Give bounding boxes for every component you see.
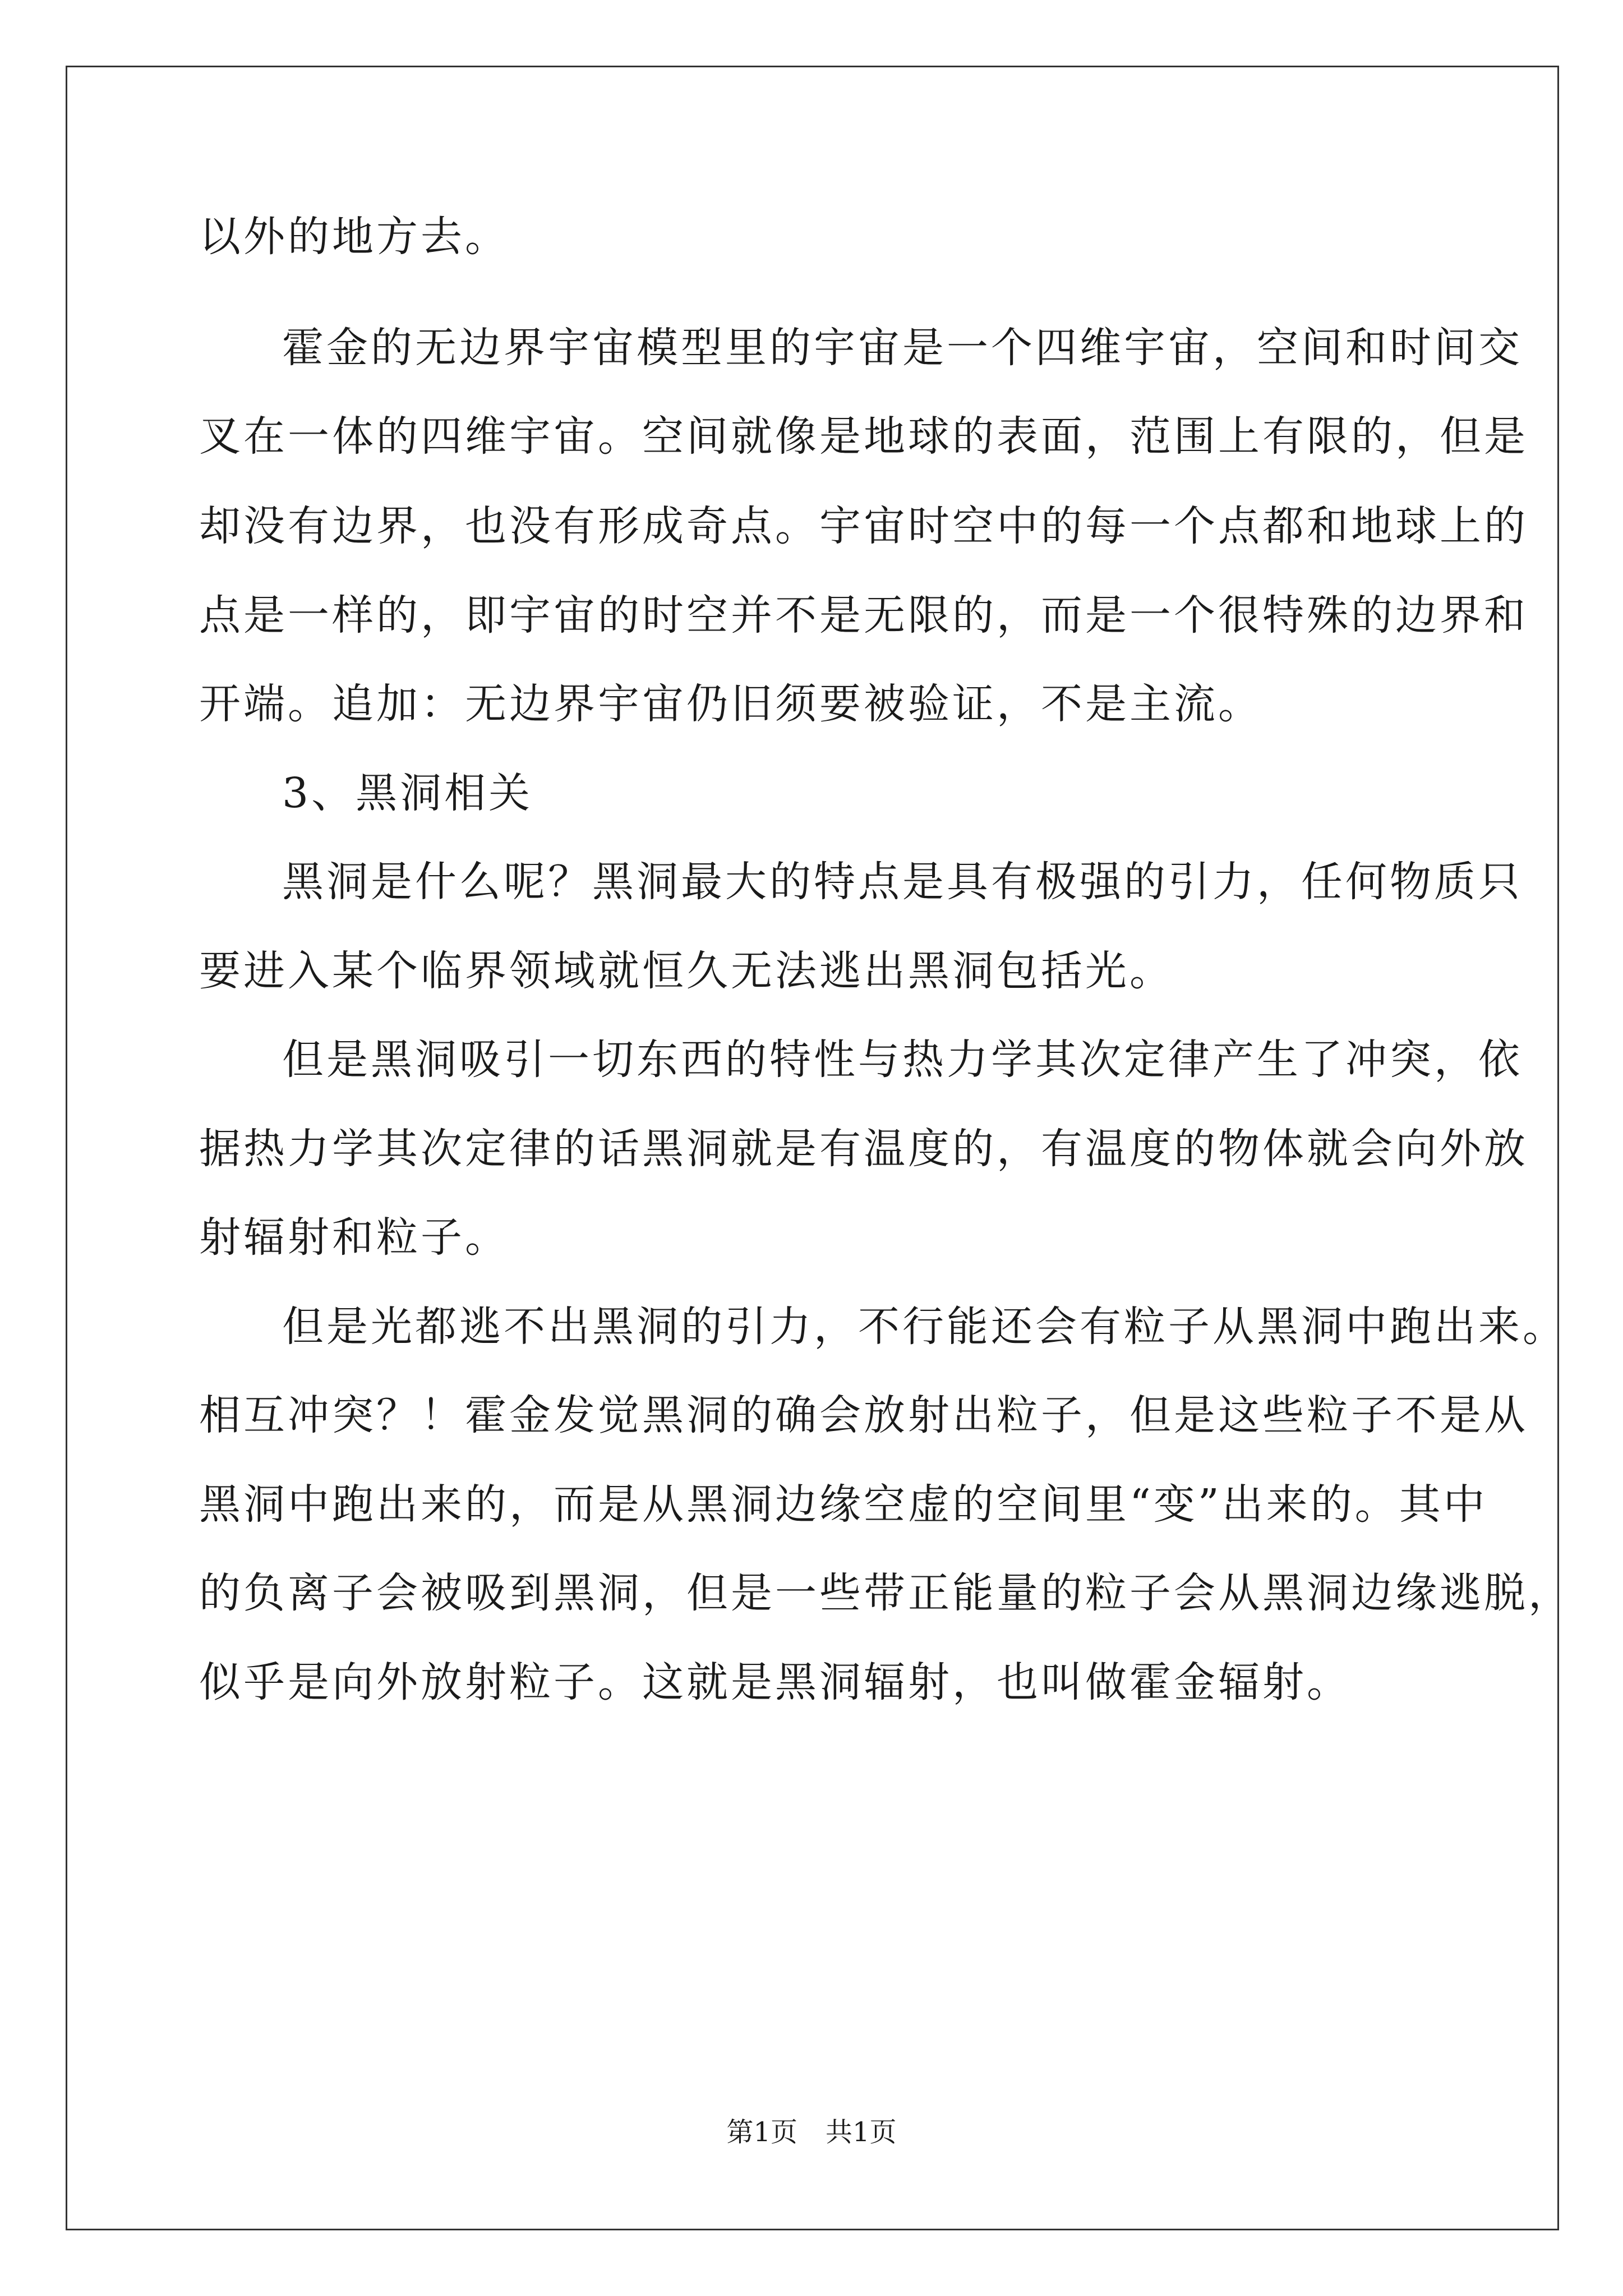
- section-heading: 3、黑洞相关: [282, 769, 533, 817]
- text-line: 黑洞中跑出来的，而是从黑洞边缘空虚的空间里“变”出来的。其中: [199, 1480, 1488, 1529]
- paragraph-line: 黑洞是什么呢？黑洞最大的特点是具有极强的引力，任何物质只: [282, 858, 1523, 906]
- text-line: 似乎是向外放射粒子。这就是黑洞辐射，也叫做霍金辐射。: [199, 1658, 1351, 1706]
- text-line: 以外的地方去。: [199, 213, 509, 261]
- text-line: 点是一样的，即宇宙的时空并不是无限的，而是一个很特殊的边界和: [199, 591, 1528, 639]
- paragraph-line: 霍金的无边界宇宙模型里的宇宙是一个四维宇宙，空间和时间交: [282, 324, 1523, 372]
- text-line: 却没有边界，也没有形成奇点。宇宙时空中的每一个点都和地球上的: [199, 502, 1528, 550]
- text-line: 的负离子会被吸到黑洞，但是一些带正能量的粒子会从黑洞边缘逃脱，: [199, 1569, 1573, 1617]
- text-line: 开端。追加：无边界宇宙仍旧须要被验证，不是主流。: [199, 680, 1262, 728]
- page-footer: [0, 2115, 1623, 2149]
- paragraph-line: 但是黑洞吸引一切东西的特性与热力学其次定律产生了冲突，依: [282, 1036, 1523, 1084]
- paragraph-line: 但是光都逃不出黑洞的引力，不行能还会有粒子从黑洞中跑出来。: [282, 1303, 1567, 1351]
- text-line: 射辐射和粒子。: [199, 1213, 509, 1262]
- text-line: 叉在一体的四维宇宙。空间就像是地球的表面，范围上有限的，但是: [199, 412, 1528, 461]
- text-line: 要进入某个临界领域就恒久无法逃出黑洞包括光。: [199, 947, 1174, 995]
- text-line: 相互冲突？！霍金发觉黑洞的确会放射出粒子，但是这些粒子不是从: [199, 1391, 1528, 1439]
- text-line: 据热力学其次定律的话黑洞就是有温度的，有温度的物体就会向外放: [199, 1125, 1528, 1173]
- page-total: 共1页: [826, 2116, 897, 2148]
- page-number: 第1页: [726, 2116, 797, 2148]
